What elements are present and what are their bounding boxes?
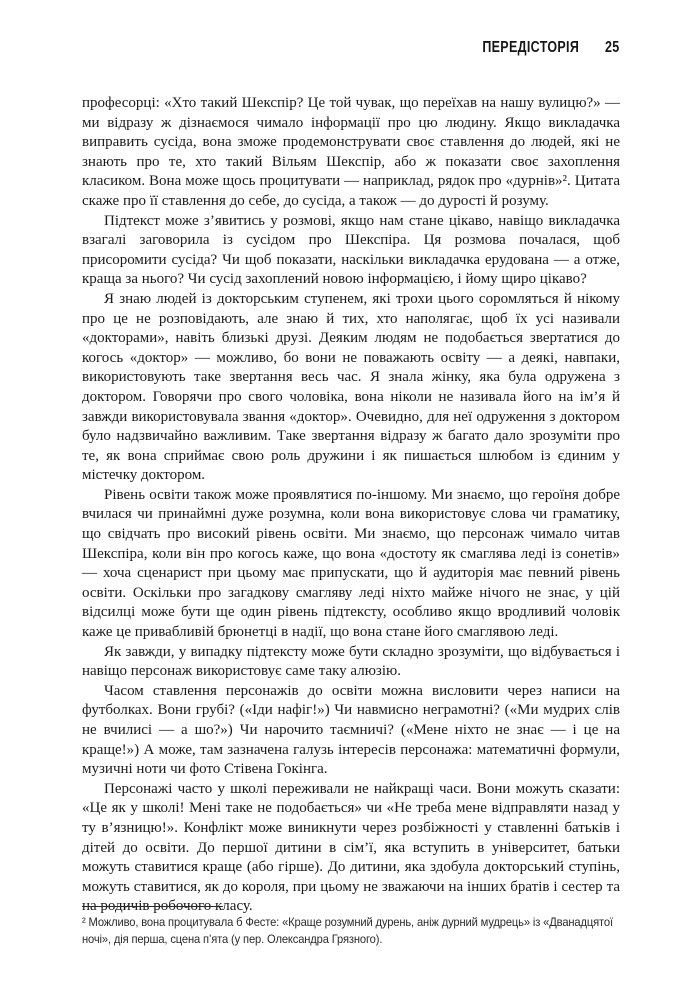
paragraph: Часом ставлення персонажів до освіти можна висловити через написи на футболках. Вони грубі? («Іди нафіг!») Чи навмисно неграмотні? («Ми мудрих слів не вчилисі — а шо?») Чи нарочито таємничі? («Мене ніхто не знає — і це на краще!») А може, там зазначена галузь інтересів персонажа: математичні формули, музичні ноти чи фото Стівена Гокінга. [82,682,620,778]
running-header-inner [483,40,620,57]
chapter-title: ПЕРЕДІСТОРІЯ [482,39,580,57]
body-text [82,94,620,917]
page-number: 25 [605,39,620,57]
paragraph: Підтекст може з’явитись у розмові, якщо нам стане цікаво, навіщо викладачка взагалі заговорила із сусідом про Шекспіра. Ця розмова почалася, щоб присоромити сусіда? Чи щоб показати, наскільки викладачка ерудована — а отже, краща за нього? Чи сусід захоплений новою інформацією, і йому щиро цікаво? [82,212,620,288]
paragraph-continuation: професорці: «Хто такий Шекспір? Це той чувак, що переїхав на нашу вулицю?» — ми відразу ж дізнаємося чимало інформації про цю людину. Якщо викладачка виправить сусіда, вона зможе продемонструвати своє ставлення до людей, які не знають про те, хто такий Вільям Шекспір, або ж показати своє захоплення класиком. Вона може щось процитувати — наприклад, рядок про «дурнів»². Цитата скаже про її ставлення до себе, до сусіда, а також — до дурості й розуму. [82,95,620,209]
footnote-separator [82,906,223,907]
paragraph: Рівень освіти також може проявлятися по-іншому. Ми знаємо, що героїня добре вчилася чи принаймні дуже розумна, коли вона використовує слова чи граматику, що свідчать про високий рівень освіти. Ми знаємо, що персонаж чимало читав Шекспіра, коли він про когось каже, що вона «достоту як смаглява леді із сонетів» — хоча сценарист при цьому має припускати, що й аудиторія має певний рівень освіти. Оскільки про загадкову смагляву леді ніхто майже нічого не знає, у цій відсилці може бути ще один рівень підтексту, особливо якщо вродливий чоловік каже це привабливій брюнетці в надії, що вона стане його смаглявою леді. [82,486,620,641]
paragraph: Персонажі часто у школі переживали не найкращі часи. Вони можуть сказати: «Це як у школі! Мені таке не подобається» чи «Не треба мене відправляти назад у ту в’язницю!». Конфлікт може виникнути через розбіжності у ставленні батьків і дітей до освіти. До першої дитини в сім’ї, яка вступить в університет, батьки можуть ставитися краще (або гірше). До дитини, яка здобула докторський ступінь, можуть ставитися, як до короля, при цьому не зважаючи на інших братів і сестер та на родичів робочого класу. [82,780,620,915]
footnote-text: ² Можливо, вона процитувала б Фесте: «Краще розумний дурень, аніж дурний мудрець» із «Дванадцятої ночі», дія перша, сцена п’ята (у пер. Олександра Грязного). [82,915,613,946]
running-header [82,40,620,56]
footnote-area [82,906,620,948]
paragraph: Я знаю людей із докторським ступенем, які трохи цього соромляться й нікому про це не розповідають, але знаю й тих, хто наполягає, щоб їх усі називали «докторами», навіть близькі друзі. Деяким людям не подобається звертатися до когось «доктор» — можливо, бо вони не поважають освіту — а деякі, навпаки, використовують таке звертання весь час. Я знала жінку, яка була одружена з доктором. Говорячи про свого чоловіка, вона ніколи не називала його на ім’я й завжди використовувала звання «доктор». Очевидно, для неї одруження з доктором було надзвичайно важливим. Таке звертання відразу ж багато дало зрозуміти про те, як вона сприймає свою роль дружини і як пишається шлюбом із єдиним у містечку доктором. [82,290,620,484]
paragraph: Як завжди, у випадку підтексту може бути складно зрозуміти, що відбувається і навіщо персонаж використовує саме таку алюзію. [82,643,620,680]
